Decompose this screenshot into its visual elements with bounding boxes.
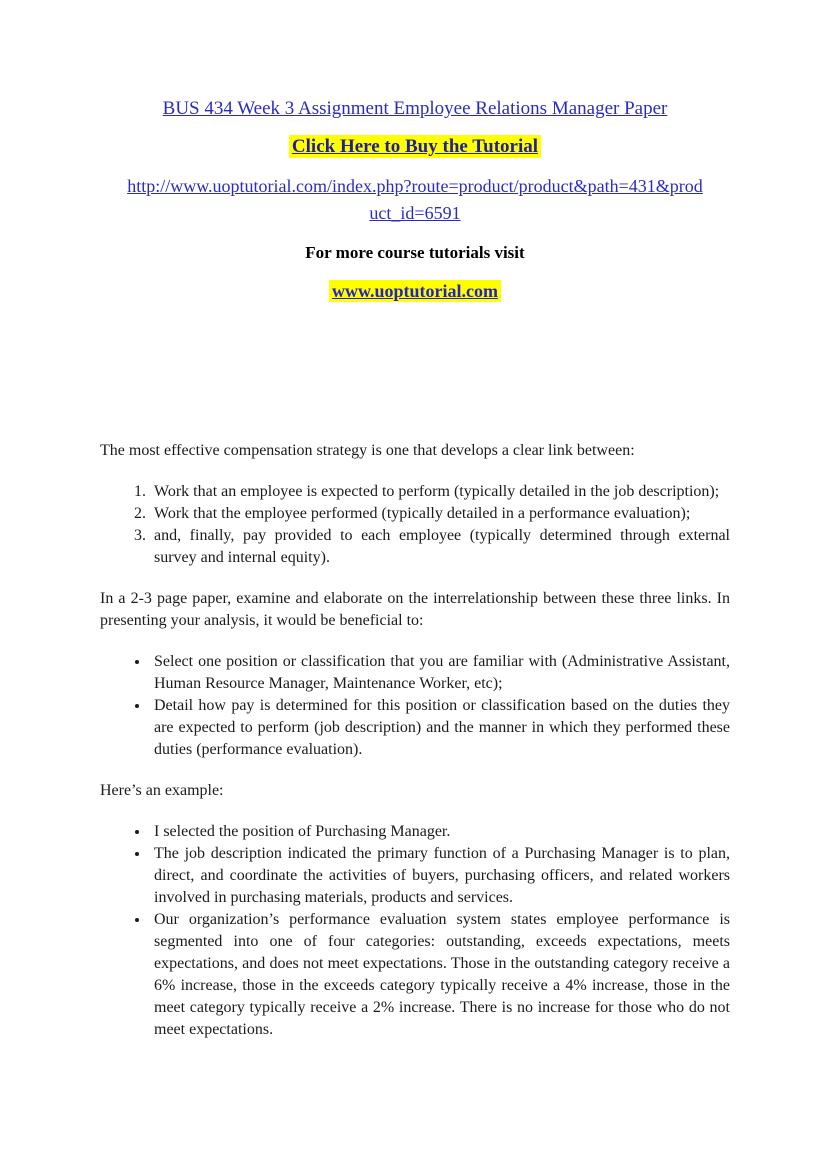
product-url-link[interactable] [100, 173, 730, 227]
suggestion-list-item-1: • Select one position or classification that you are familiar with (Administrative Assistant, Human Resource Manager, Maintenance Worker, etc); [150, 651, 730, 695]
numbered-list-item-2: 2. Work that the employee performed (typically detailed in a performance evaluation); [150, 503, 730, 525]
assignment-title-link[interactable]: BUS 434 Week 3 Assignment Employee Relations Manager Paper [162, 98, 668, 119]
buy-tutorial-link-label[interactable]: Click Here to Buy the Tutorial [289, 135, 541, 158]
example-details-list [100, 821, 730, 1041]
suggestion-list-item-2: • Detail how pay is determined for this position or classification based on the duties they are expected to perform (job description) and the manner in which they performed these duties (performance evaluation). [150, 695, 730, 761]
analysis-suggestions-list [100, 651, 730, 761]
buy-tutorial-link[interactable] [100, 134, 730, 161]
site-url-link-label[interactable]: www.uoptutorial.com [329, 280, 501, 302]
product-url-line1[interactable]: http://www.uoptutorial.com/index.php?route=product/product&path=431&prod [127, 176, 703, 196]
site-url-link[interactable] [100, 279, 730, 305]
compensation-links-list [100, 481, 730, 569]
intro-paragraph: The most effective compensation strategy is one that develops a clear link between: [100, 442, 635, 459]
document-header [100, 96, 730, 305]
paper-instructions-paragraph: In a 2-3 page paper, examine and elaborate on the interrelationship between these three links. In presenting your analysis, it would be beneficial to: [100, 590, 730, 629]
numbered-list-item-1: 1. Work that an employee is expected to perform (typically detailed in the job description); [150, 481, 730, 503]
more-tutorials-text: For more course tutorials visit [305, 243, 525, 262]
assignment-body [100, 440, 730, 1041]
blank-space [100, 305, 730, 440]
numbered-list-item-3: 3. and, finally, pay provided to each employee (typically determined through external survey and internal equity). [150, 525, 730, 569]
example-heading: Here’s an example: [100, 782, 224, 799]
example-list-item-1: • I selected the position of Purchasing Manager. [150, 821, 730, 843]
example-list-item-2: • The job description indicated the primary function of a Purchasing Manager is to plan, direct, and coordinate the activities of buyers, purchasing officers, and related workers involved in purchasing materials, products and services. [150, 843, 730, 909]
example-list-item-3: • Our organization’s performance evaluation system states employee performance is segmented into one of four categories: outstanding, exceeds expectations, meets expectations, and does not meet expectations. Those in the outstanding category receive a 6% increase, those in the exceeds category typically receive a 4% increase, those in the meet category typically receive a 2% increase. There is no increase for those who do not meet expectations. [150, 909, 730, 1041]
product-url-line2[interactable]: uct_id=6591 [369, 203, 461, 223]
